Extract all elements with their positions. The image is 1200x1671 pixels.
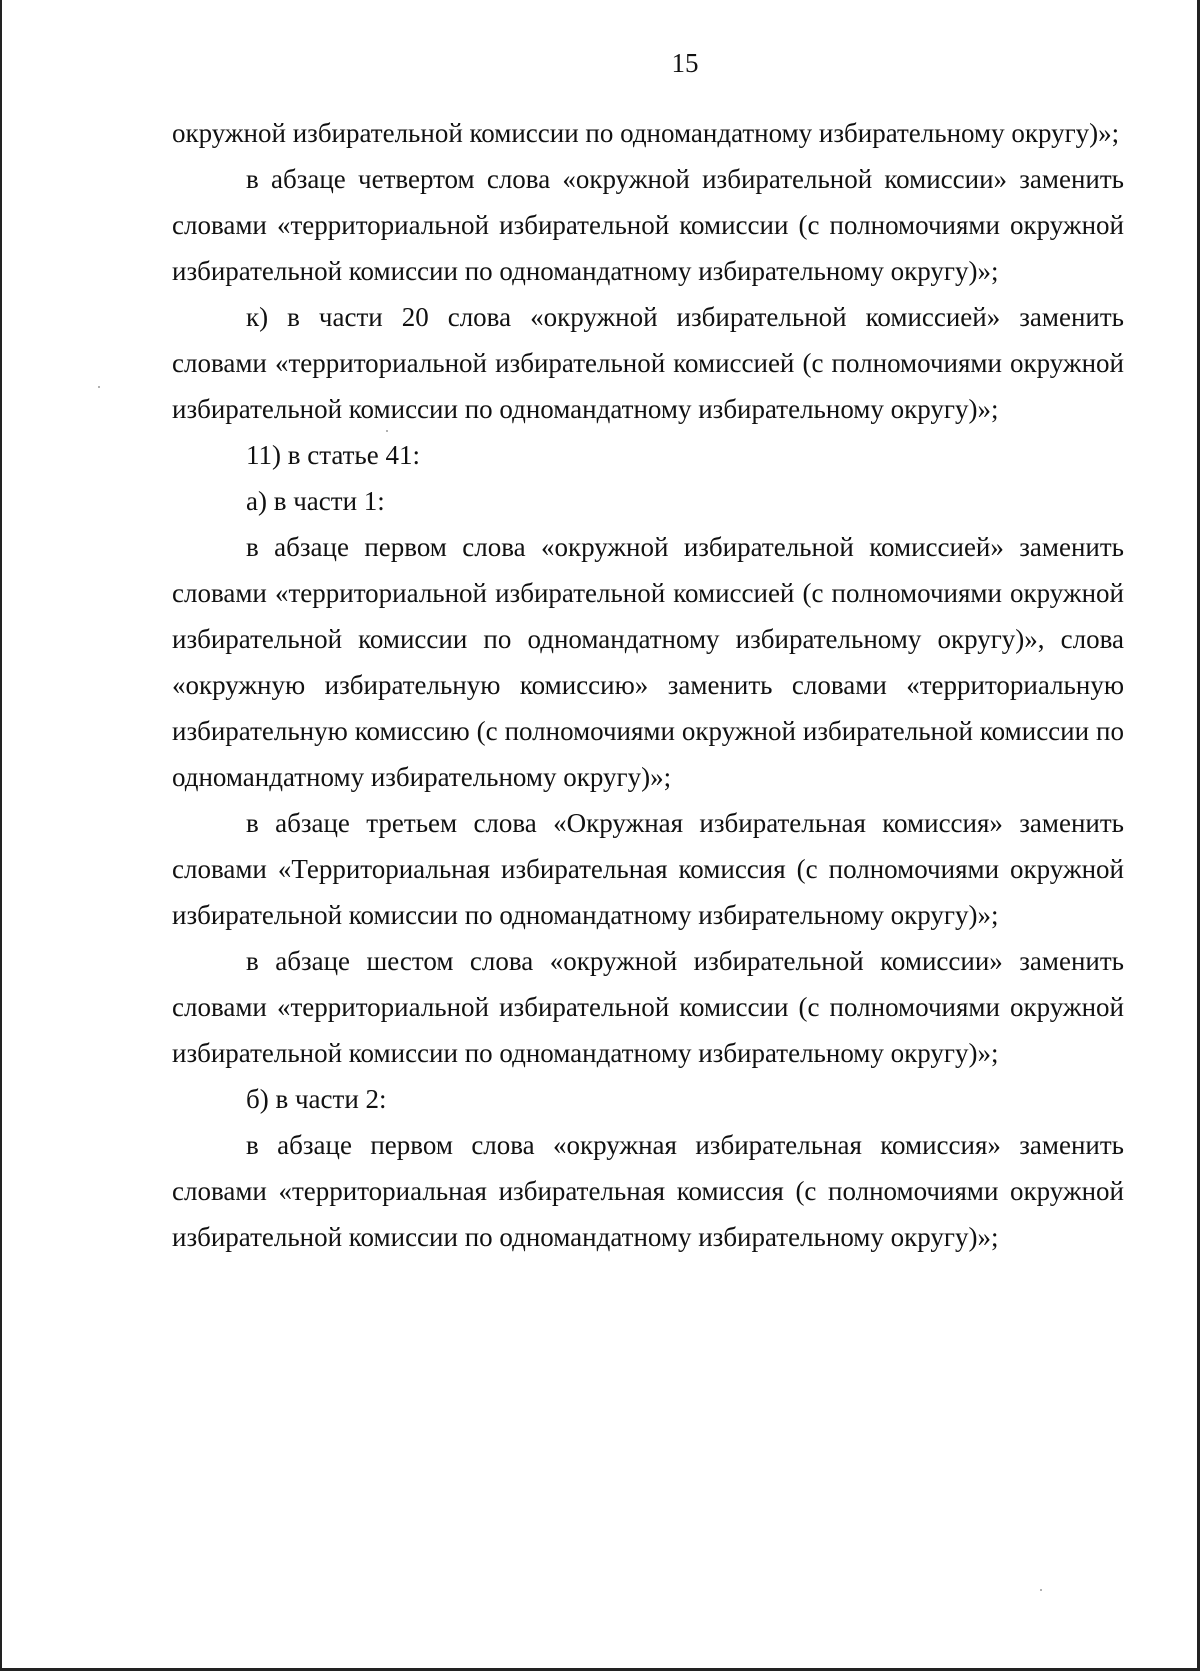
paragraph: в абзаце четвертом слова «окружной избирательной комиссии» заменить словами «территориальной избирательной комиссии (с полномочиями окружной избирательной комиссии по одномандатному избирательному округу)»;: [172, 164, 1124, 286]
page-number: 15: [671, 48, 699, 78]
paragraph: окружной избирательной комиссии по одномандатному избирательному округу)»;: [172, 118, 1120, 148]
document-body: [172, 110, 1124, 1260]
paragraph: б) в части 2:: [246, 1084, 387, 1114]
scan-edge-left: [0, 0, 2, 1671]
paragraph: в абзаце шестом слова «окружной избирательной комиссии» заменить словами «территориальной избирательной комиссии (с полномочиями окружной избирательной комиссии по одномандатному избирательному округу)»;: [172, 946, 1124, 1068]
paragraph: к) в части 20 слова «окружной избирательной комиссией» заменить словами «территориальной избирательной комиссией (с полномочиями окружной избирательной комиссии по одномандатному избирательному округу)»;: [172, 302, 1124, 424]
paragraph: в абзаце первом слова «окружной избирательной комиссией» заменить словами «территориальной избирательной комиссией (с полномочиями окружной избирательной комиссии по одномандатному избирательному округу)», слова «окружную избирательную комиссию» заменить словами «территориальную избирательную комиссию (с полномочиями окружной избирательной комиссии по одномандатному избирательному округу)»;: [172, 532, 1124, 792]
paragraph: а) в части 1:: [246, 486, 385, 516]
paragraph: в абзаце первом слова «окружная избирательная комиссия» заменить словами «территориальная избирательная комиссия (с полномочиями окружной избирательной комиссии по одномандатному избирательному округу)»;: [172, 1130, 1124, 1252]
paragraph: в абзаце третьем слова «Окружная избирательная комиссия» заменить словами «Территориальная избирательная комиссия (с полномочиями окружной избирательной комиссии по одномандатному избирательному округу)»;: [172, 808, 1124, 930]
scan-speck: [98, 386, 100, 388]
scan-speck: [1040, 1589, 1042, 1591]
paragraph: 11) в статье 41:: [246, 440, 420, 470]
